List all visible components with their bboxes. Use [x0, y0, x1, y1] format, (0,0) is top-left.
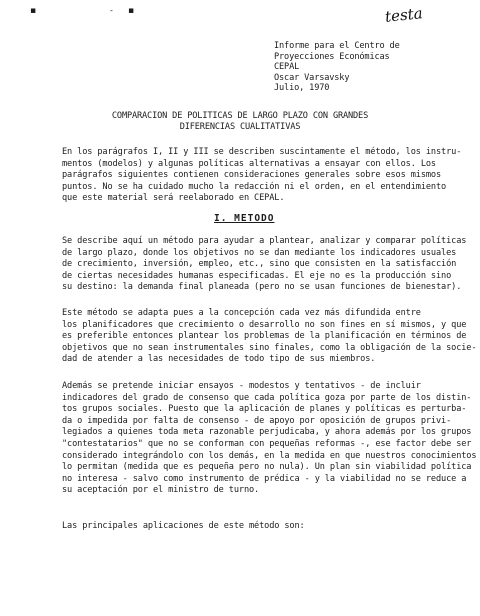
body-paragraph-3 [62, 381, 477, 497]
text-line: mentos (modelos) y algunas políticas alternativas a ensayar con ellos. Los [62, 158, 436, 169]
text-line: Se describe aquí un método para ayudar a plantear, analizar y comparar políticas [62, 236, 467, 246]
text-line: de ciertas necesidades humanas especificadas. El eje no es la producción sino [62, 270, 452, 281]
text-line: su aceptación por el ministro de turno. [62, 485, 260, 496]
title-line: DIFERENCIAS CUALITATIVAS [179, 121, 301, 132]
text-line: dad de atender a las necesidades de todo tipo de sus miembros. [62, 354, 376, 365]
header-line: Oscar Varsavsky [274, 72, 350, 83]
text-line: Las principales aplicaciones de este método son: [62, 521, 305, 531]
title-line: COMPARACION DE POLITICAS DE LARGO PLAZO CON GRANDES [111, 111, 369, 121]
closing-line [62, 521, 428, 533]
header-line: Informe para el Centro de [274, 41, 400, 51]
body-paragraph-1 [62, 236, 467, 294]
text-line: parágrafos siguientes contienen consideraciones generales sobre esos mismos [62, 170, 442, 181]
handwritten-note: testa [384, 4, 424, 26]
text-line: que este material será reelaborado en CEPAL. [62, 193, 285, 204]
text-line: Además se pretende iniciar ensayos - modestos y tentativos - de incluir [62, 381, 421, 391]
document-title [80, 111, 400, 132]
margin-mark-dash: - [110, 6, 113, 15]
text-line: legiados a quienes toda meta razonable perjudicaba, y ahora además por los grupos [62, 427, 472, 438]
text-line: indicadores del grado de consenso que cada política goza por parte de los distin- [62, 392, 472, 403]
header-line: CEPAL [274, 62, 300, 72]
header-line: Julio, 1970 [274, 83, 330, 93]
text-line: su destino: la demanda final planeada (pero no se usan funciones de bienestar). [62, 282, 462, 293]
text-line: de crecimiento, inversión, empleo, etc., sino que consisten en la satisfacción [62, 259, 457, 270]
text-line: de largo plazo, donde los objetivos no se dan mediante los indicadores usuales [62, 247, 457, 258]
text-line: da o impedida por falta de consenso - de apoyo por oposición de grupos privi- [62, 415, 452, 426]
text-line: lo permitan (medida que es pequeña pero no nula). Un plan sin viabilidad política [62, 462, 472, 473]
text-line: los planificadores que crecimiento o desarrollo no son fines en sí mismos, y que [62, 319, 467, 330]
header-block [274, 41, 400, 94]
text-line: objetivos que no sean instrumentales sino finales, como la obligación de la socie- [62, 342, 477, 353]
text-line: es preferible entonces plantear los problemas de la planificación en términos de [62, 331, 467, 342]
margin-mark-dot: ▪ [30, 6, 37, 16]
text-line: considerado integrándolo con los demás, en la medida en que nuestros conocimientos [62, 450, 477, 461]
text-line: Este método se adapta pues a la concepción cada vez más difundida entre [62, 308, 421, 318]
margin-mark-dot: ▪ [128, 6, 135, 16]
header-line: Proyecciones Económicas [274, 51, 390, 62]
text-line: "contestatarios" que no se conforman con pequeñas reformas -, ese factor debe ser [62, 438, 472, 449]
text-line: En los parágrafos I, II y III se describen suscintamente el método, los instru- [62, 147, 462, 157]
text-line: no interesa - salvo como instrumento de prédica - y la viabilidad no se reduce a [62, 473, 467, 484]
text-line: puntos. No se ha cuidado mucho la redacción ni el orden, en el entendimiento [62, 181, 447, 192]
text-line: tos grupos sociales. Puesto que la aplicación de planes y políticas es perturba- [62, 404, 467, 415]
intro-paragraph [62, 147, 462, 205]
section-heading: I. METODO [214, 213, 275, 224]
body-paragraph-2 [62, 308, 477, 366]
